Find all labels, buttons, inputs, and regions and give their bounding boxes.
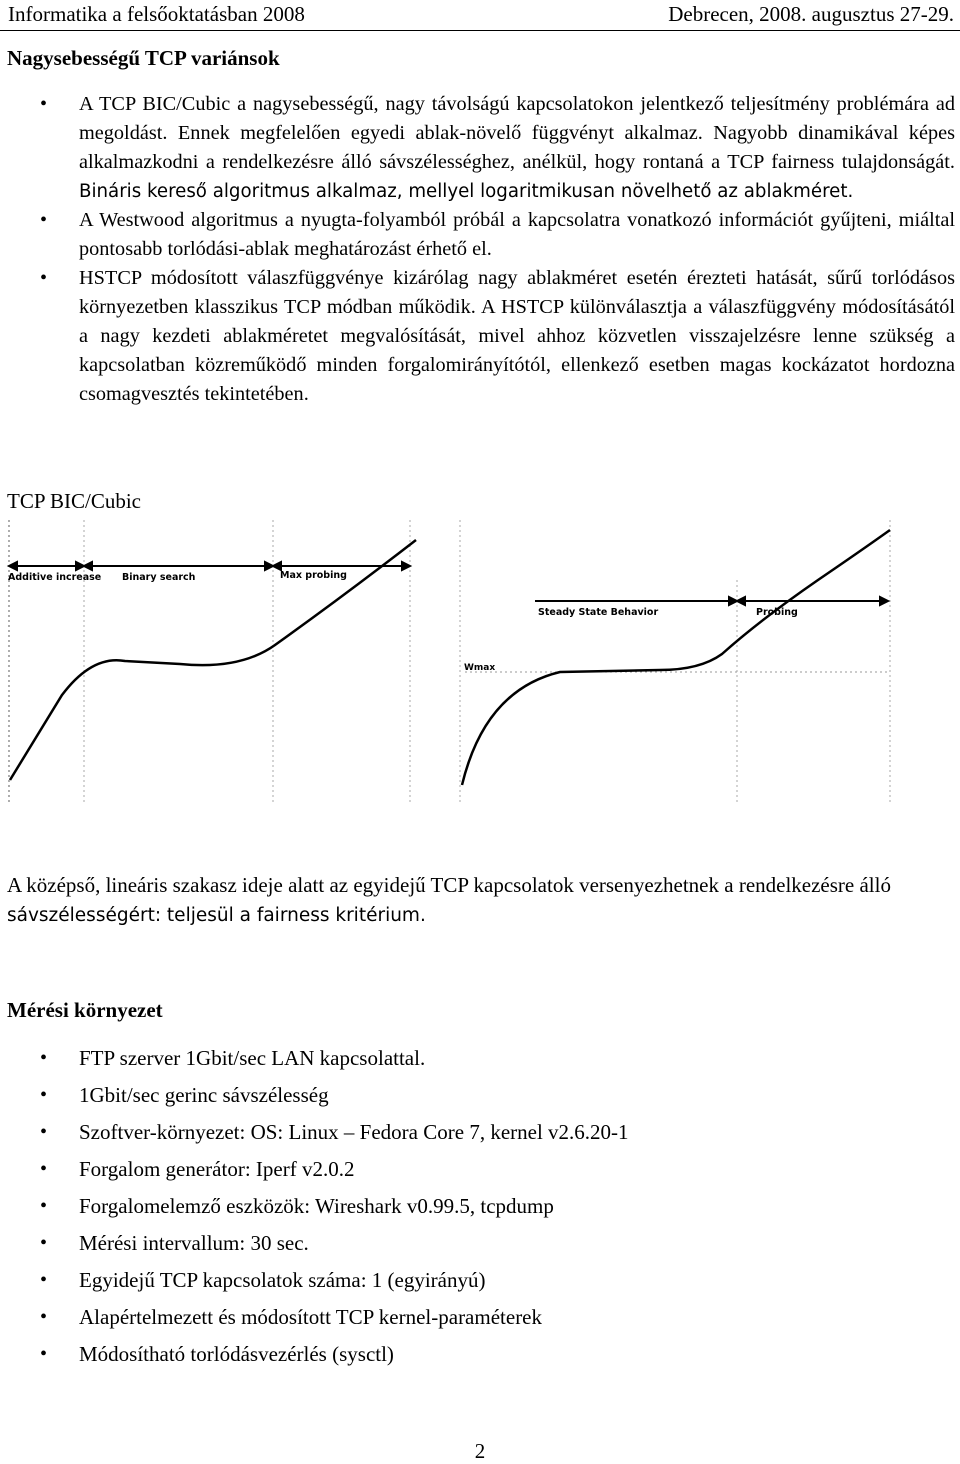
section-title-measurement: Mérési környezet xyxy=(7,998,163,1022)
section-title-tcp-variants: Nagysebességű TCP variánsok xyxy=(7,46,280,70)
fairness-paragraph xyxy=(7,871,907,930)
list-item: • Forgalomelemző eszközök: Wireshark v0.99.5, tcpdump xyxy=(40,1194,554,1218)
cubic-phase-arrows xyxy=(535,597,888,605)
bic-cubic-diagram xyxy=(0,520,960,810)
phase-arrows xyxy=(9,562,410,570)
list-item: • Szoftver-környezet: OS: Linux – Fedora Core 7, kernel v2.6.20-1 xyxy=(40,1120,629,1144)
list-item: • Egyidejű TCP kapcsolatok száma: 1 (egyirányú) xyxy=(40,1268,486,1292)
figure-caption: TCP BIC/Cubic xyxy=(7,489,141,513)
list-item: • 1Gbit/sec gerinc sávszélesség xyxy=(40,1083,329,1107)
list-item: • Alapértelmezett és módosított TCP kernel-paraméterek xyxy=(40,1305,543,1329)
list-item: • Mérési intervallum: 30 sec. xyxy=(40,1231,309,1255)
list-item: • A Westwood algoritmus a nyugta-folyamból próbál a kapcsolatra vonatkozó információt gyűjteni, miáltal pontosabb torlódási-ablak meghatározást érhető el. xyxy=(40,209,955,260)
bic-panel xyxy=(8,520,416,802)
list-item: • FTP szerver 1Gbit/sec LAN kapcsolattal. xyxy=(40,1046,426,1070)
label-steady-state: Steady State Behavior xyxy=(538,607,659,618)
measurement-list xyxy=(0,1040,629,1373)
bullet-text: HSTCP módosított válaszfüggvénye kizárólag nagy ablakméret esetén érezteti hatását, sűrű torlódásos környezetben klasszikus TCP módban működik. A HSTCP különválasztja a válaszfüggvény módosításától a nagy kezdeti ablakméretet megvalósítását, mivel ahhoz közvetlen visszajelzésre lenne szükség a kapcsolatban közreműködő minden forgalomirányítótól, ellenkező esetben magas kockázatot hordozna csomagvesztés tekintetében. xyxy=(79,267,955,405)
cubic-panel xyxy=(460,520,890,802)
list-item: • Módosítható torlódásvezérlés (sysctl) xyxy=(40,1342,394,1366)
list-item: • HSTCP módosított válaszfüggvénye kizárólag nagy ablakméret esetén érezteti hatását, sűrű torlódásos környezetben klasszikus TCP módban működik. A HSTCP különválasztja a válaszfüggvény módosításától a nagy kezdeti ablakméretet megvalósítását, mivel ahhoz közvetlen visszajelzésre lenne szükség a kapcsolatban közreműködő minden forgalomirányítótól, ellenkező esetben magas kockázatot hordozna csomagvesztés tekintetében. xyxy=(40,267,955,405)
header-right: Debrecen, 2008. augusztus 27-29. xyxy=(668,2,954,26)
page-number: 2 xyxy=(474,1439,486,1463)
header-left: Informatika a felsőoktatásban 2008 xyxy=(8,2,305,26)
bullet-text: A TCP BIC/Cubic a nagysebességű, nagy távolságú kapcsolatokon jelentkező teljesítmény problémára ad megoldást. Ennek megfelelően egyedi ablak-növelő függvényt alkalmaz. Nagyobb dinamikával képes alkalmazkodni a rendelkezésre álló sávszélességhez, anélkül, hogy rontaná a TCP fairness tulajdonságát. xyxy=(79,93,955,173)
label-max-probing: Max probing xyxy=(280,570,347,581)
fairness-text-1: A középső, lineáris szakasz ideje alatt az egyidejű TCP kapcsolatok versenyezhetnek a rendelkezésre álló xyxy=(7,873,891,897)
fairness-text-2: sávszélességért: teljesül a fairness kritérium. xyxy=(7,905,426,926)
tcp-variants-list xyxy=(0,90,960,409)
page-header xyxy=(0,0,960,31)
cubic-window-curve xyxy=(462,530,890,785)
label-additive-increase: Additive increase xyxy=(8,572,102,583)
list-item: • A TCP BIC/Cubic a nagysebességű, nagy távolságú kapcsolatokon jelentkező teljesítmény problémára ad megoldást. Ennek megfelelően egyedi ablak-növelő függvényt alkalmaz. Nagyobb dinamikával képes alkalmazkodni a rendelkezésre álló sávszélességhez, anélkül, hogy rontaná a TCP fairness tulajdonságát. Bináris kereső algoritmus alkalmaz, mellyel logaritmikusan növelhető az ablakméret. xyxy=(40,93,955,202)
label-probing: Probing xyxy=(756,607,798,618)
list-item: • Forgalom generátor: Iperf v2.0.2 xyxy=(40,1157,355,1181)
label-binary-search: Binary search xyxy=(122,572,196,583)
label-wmax: Wmax xyxy=(464,663,496,673)
bullet-text: A Westwood algoritmus a nyugta-folyamból próbál a kapcsolatra vonatkozó információt gyűjteni, miáltal pontosabb torlódási-ablak meghatározást érhető el. xyxy=(79,209,955,260)
bullet-text: Bináris kereső algoritmus alkalmaz, mellyel logaritmikusan növelhető az ablakméret. xyxy=(79,181,854,202)
